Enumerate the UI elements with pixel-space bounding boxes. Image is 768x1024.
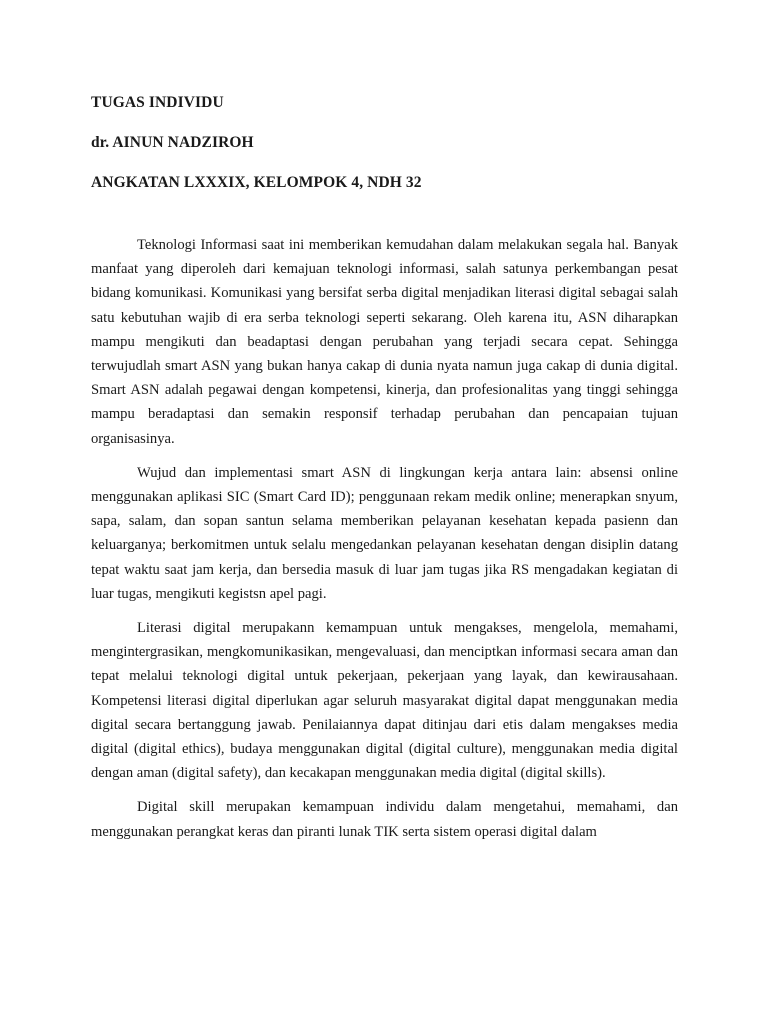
author-cohort: ANGKATAN LXXXIX, KELOMPOK 4, NDH 32 bbox=[91, 174, 422, 191]
paragraph: Wujud dan implementasi smart ASN di lingkungan kerja antara lain: absensi online menggunakan aplikasi SIC (Smart Card ID); penggunaan rekam medik online; menerapkan snyum, sapa, salam, dan sopan santun selama memberikan pelayanan kesehatan kepada pasienn dan keluarganya; berkomitmen untuk selalu mengedankan pelayanan kesehatan dengan disiplin datang tepat waktu saat jam kerja, dan bersedia masuk di luar jam tugas jika RS mengadakan kegiatan di luar tugas, mengikuti kegistsn apel pagi. bbox=[91, 464, 678, 602]
document-title: TUGAS INDIVIDU bbox=[91, 94, 224, 111]
document-body bbox=[91, 233, 678, 844]
author-name: dr. AINUN NADZIROH bbox=[91, 134, 254, 151]
paragraph: Teknologi Informasi saat ini memberikan kemudahan dalam melakukan segala hal. Banyak manfaat yang diperoleh dari kemajuan teknologi informasi, salah satunya perkembangan pesat bidang komunikasi. Komunikasi yang bersifat serba digital menjadikan literasi digital sebagai salah satu kebutuhan wajib di era serba teknologi seperti sekarang. Oleh karena itu, ASN diharapkan mampu mengikuti dan beadaptasi dengan perubahan yang terjadi secara cepat. Sehingga terwujudlah smart ASN yang bukan hanya cakap di dunia nyata namun juga cakap di dunia digital. Smart ASN adalah pegawai dengan kompetensi, kinerja, dan profesionalitas yang tinggi sehingga mampu beradaptasi dan semakin responsif terhadap perubahan dan pencapaian tujuan organisasinya. bbox=[91, 237, 678, 447]
paragraph: Digital skill merupakan kemampuan individu dalam mengetahui, memahami, dan menggunakan perangkat keras dan piranti lunak TIK serta sistem operasi digital dalam bbox=[91, 799, 678, 840]
paragraph: Literasi digital merupakann kemampuan untuk mengakses, mengelola, memahami, mengintergrasikan, mengkomunikasikan, mengevaluasi, dan menciptkan informasi secara aman dan tepat melalui teknologi digital untuk pekerjaan, pekerjaan yang layak, dan kewirausahaan. Kompetensi literasi digital diperlukan agar seluruh masyarakat digital dapat menggunakan media digital secara bertanggung jawab. Penilaiannya dapat ditinjau dari etis dalam mengakses media digital (digital ethics), budaya menggunakan digital (digital culture), menggunakan media digital dengan aman (digital safety), dan kecakapan menggunakan media digital (digital skills). bbox=[91, 620, 678, 782]
